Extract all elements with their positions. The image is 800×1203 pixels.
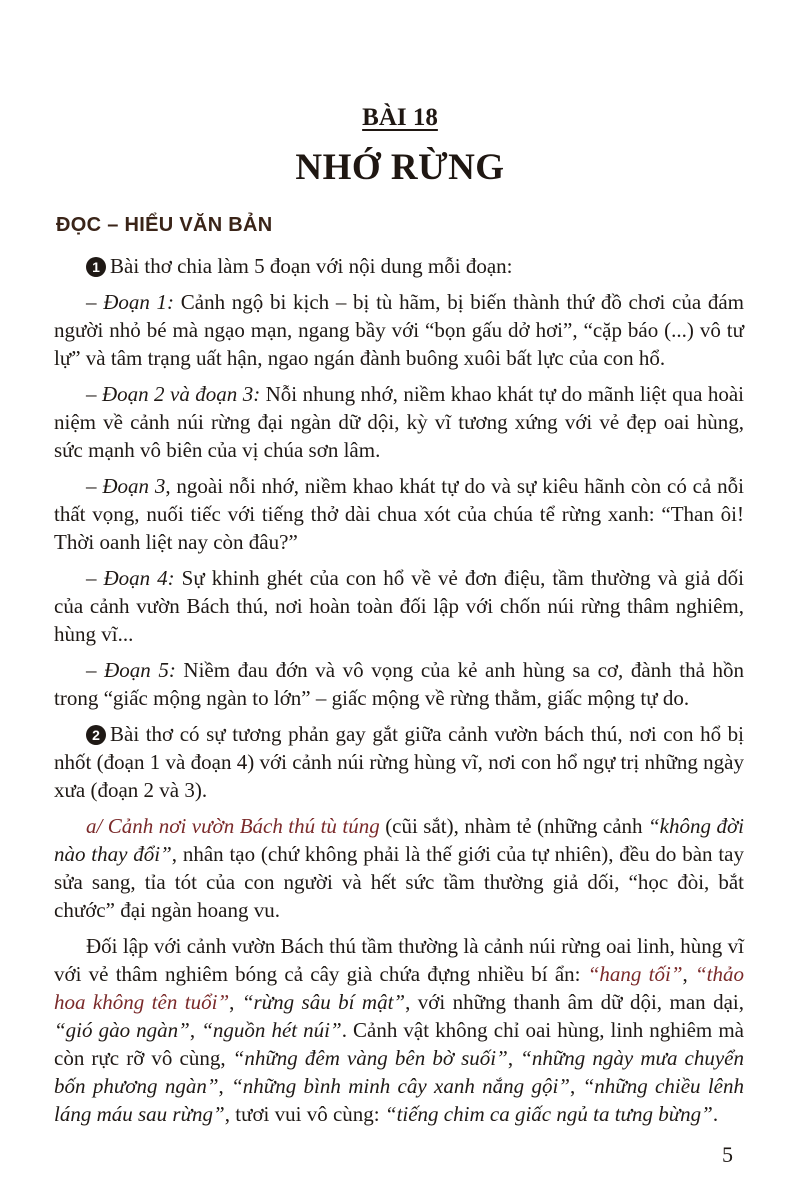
lesson-title: NHỚ RỪNG (295, 147, 505, 188)
paragraph-doan-2-3: – Đoạn 2 và đoạn 3: Nỗi nhung nhớ, niềm khao khát tự do mãnh liệt qua hoài niệm về cảnh núi rừng đại ngàn dữ dội, kỳ vĩ tương xứng với vẻ đẹp oai hùng, sức mạnh vô biên của vị chúa sơn lâm. (54, 382, 745, 462)
quote: “không đời nào thay đổi” (54, 814, 745, 866)
paragraph-doan-4: – Đoạn 4: Sự khinh ghét của con hổ về vẻ đơn điệu, tầm thường và giả dối của cảnh vườn Bách thú, nơi hoàn toàn đối lập với chốn núi rừng thâm nghiêm, hùng vĩ... (54, 566, 744, 646)
quote: “những chiều lênh láng máu sau rừng” (54, 1074, 744, 1126)
quote: “gió gào ngàn” (54, 1018, 190, 1042)
section-label: – Đoạn 4: (86, 566, 175, 590)
quote: “những ngày mưa chuyển bốn phương ngàn” (54, 1046, 744, 1098)
paragraph-doan-5: – Đoạn 5: Niềm đau đớn và vô vọng của kẻ anh hùng sa cơ, đành thả hồn trong “giấc mộng ngàn to lớn” – giấc mộng về rừng thẳm, giấc mộng tự do. (54, 658, 744, 710)
circled-number-1-icon: 1 (86, 257, 106, 277)
quote: “những đêm vàng bên bờ suối” (232, 1046, 508, 1070)
question-2-intro: 2 Bài thơ có sự tương phản gay gắt giữa cảnh vườn bách thú, nơi con hổ bị nhốt (đoạn 1 và đoạn 4) với cảnh núi rừng hùng vĩ, nơi con hổ ngự trị những ngày xưa (đoạn 2 và 3). (54, 722, 744, 802)
section-label: – Đoạn 2 và đoạn 3: (86, 382, 261, 406)
paragraph-part-a: a/ Cảnh nơi vườn Bách thú tù túng (cũi sắt), nhàm tẻ (những cảnh “không đời nào thay đổi”, nhân tạo (chứ không phải là thế giới của tự nhiên), đều do bàn tay sửa sang, tỉa tót của con người và hết sức tầm thường giả dối, “học đòi, bắt chước” đại ngàn hoang vu. (54, 814, 745, 922)
quote: “nguồn hét núi” (201, 1018, 342, 1042)
section-label: – Đoạn 5: (86, 658, 176, 682)
paragraph-contrast: Đối lập với cảnh vườn Bách thú tầm thường là cảnh núi rừng oai linh, hùng vĩ với vẻ thâm nghiêm bóng cả cây già chứa đựng nhiều bí ẩn: “hang tối”, “thảo hoa không tên tuổi”, “rừng sâu bí mật”, với những thanh âm dữ dội, man dại, “gió gào ngàn”, “nguồn hét núi”. Cảnh vật không chỉ oai hùng, linh nghiêm mà còn rực rỡ vô cùng, “những đêm vàng bên bờ suối”, “những ngày mưa chuyển bốn phương ngàn”, “những bình minh cây xanh nắng gội”, “những chiều lênh láng máu sau rừng”, tươi vui vô cùng: “tiếng chim ca giấc ngủ ta tưng bừng”. (54, 934, 745, 1126)
paragraph-doan-3: – Đoạn 3, ngoài nỗi nhớ, niềm khao khát tự do và sự kiêu hãnh còn có cả nỗi thất vọng, nuối tiếc với tiếng thở dài chua xót của chúa tể rừng xanh: “Than ôi! Thời oanh liệt nay còn đâu?” (54, 474, 744, 554)
paragraph-doan-1: – Đoạn 1: Cảnh ngộ bi kịch – bị tù hãm, bị biến thành thứ đồ chơi của đám người nhỏ bé mà ngạo mạn, ngang bầy với “bọn gấu dở hơi”, “cặp báo (...) vô tư lự” và tâm trạng uất hận, ngao ngán đành buông xuôi bất lực của con hổ. (54, 290, 744, 370)
question-1-intro: 1 Bài thơ chia làm 5 đoạn với nội dung mỗi đoạn: (54, 252, 744, 280)
quote: “tiếng chim ca giấc ngủ ta tưng bừng” (384, 1102, 713, 1126)
quote: “rừng sâu bí mật” (241, 990, 406, 1014)
quote: “hang tối” (587, 962, 683, 986)
section-heading: ĐỌC – HIỂU VĂN BẢN (56, 214, 273, 236)
quote: “những bình minh cây xanh nắng gội” (231, 1074, 570, 1098)
section-label: – Đoạn 3 (86, 474, 166, 498)
page-number: 5 (722, 1142, 733, 1167)
lesson-number: BÀI 18 (362, 104, 438, 131)
body-text (54, 252, 744, 1136)
quote: “thảo hoa không tên tuổi” (54, 962, 745, 1014)
circled-number-2-icon: 2 (86, 725, 106, 745)
section-label: – Đoạn 1: (86, 290, 175, 314)
part-a-label: a/ Cảnh nơi vườn Bách thú tù túng (86, 814, 380, 838)
